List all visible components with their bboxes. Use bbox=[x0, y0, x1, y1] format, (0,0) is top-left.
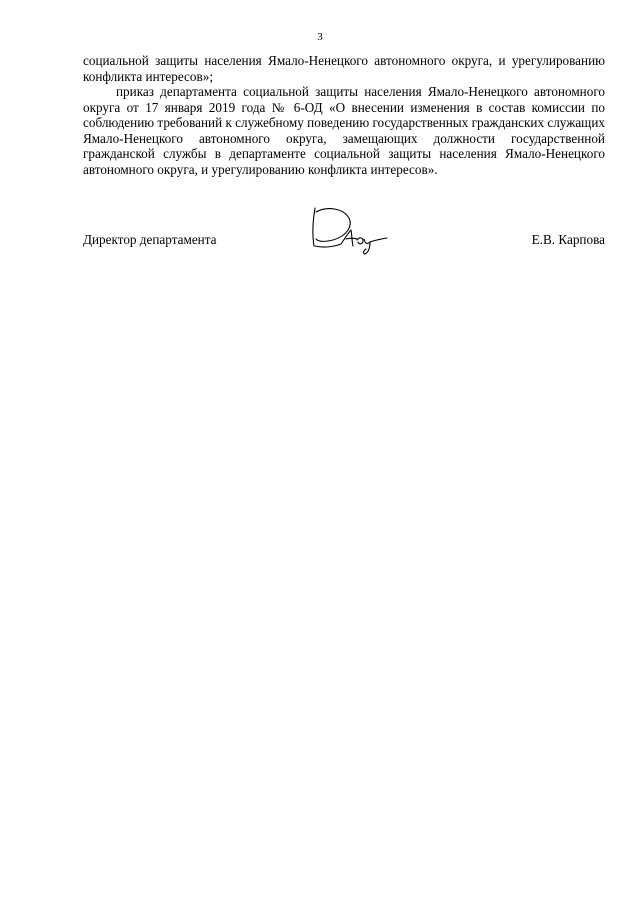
signatory-name: Е.В. Карпова bbox=[531, 232, 605, 247]
page-number: 3 bbox=[317, 31, 323, 43]
paragraph-order-reference: приказ департамента социальной защиты населения Ямало-Ненецкого автономного округа от 17 января 2019 года № 6-ОД «О внесении изменения в состав комиссии по соблюдению требований к служебному поведению государственных гражданских служащих Ямало-Ненецкого автономного округа, замещающих должности государственной гражданской службы в департаменте социальной защиты населения Ямало-Ненецкого автономного округа, и урегулированию конфликта интересов». bbox=[83, 84, 605, 177]
handwritten-signature bbox=[303, 206, 393, 256]
paragraph-continuation: социальной защиты населения Ямало-Ненецкого автономного округа, и урегулированию конфликта интересов»; bbox=[83, 53, 605, 84]
signatory-position: Директор департамента bbox=[83, 232, 217, 247]
document-body bbox=[83, 53, 605, 177]
signature-block bbox=[83, 228, 605, 268]
